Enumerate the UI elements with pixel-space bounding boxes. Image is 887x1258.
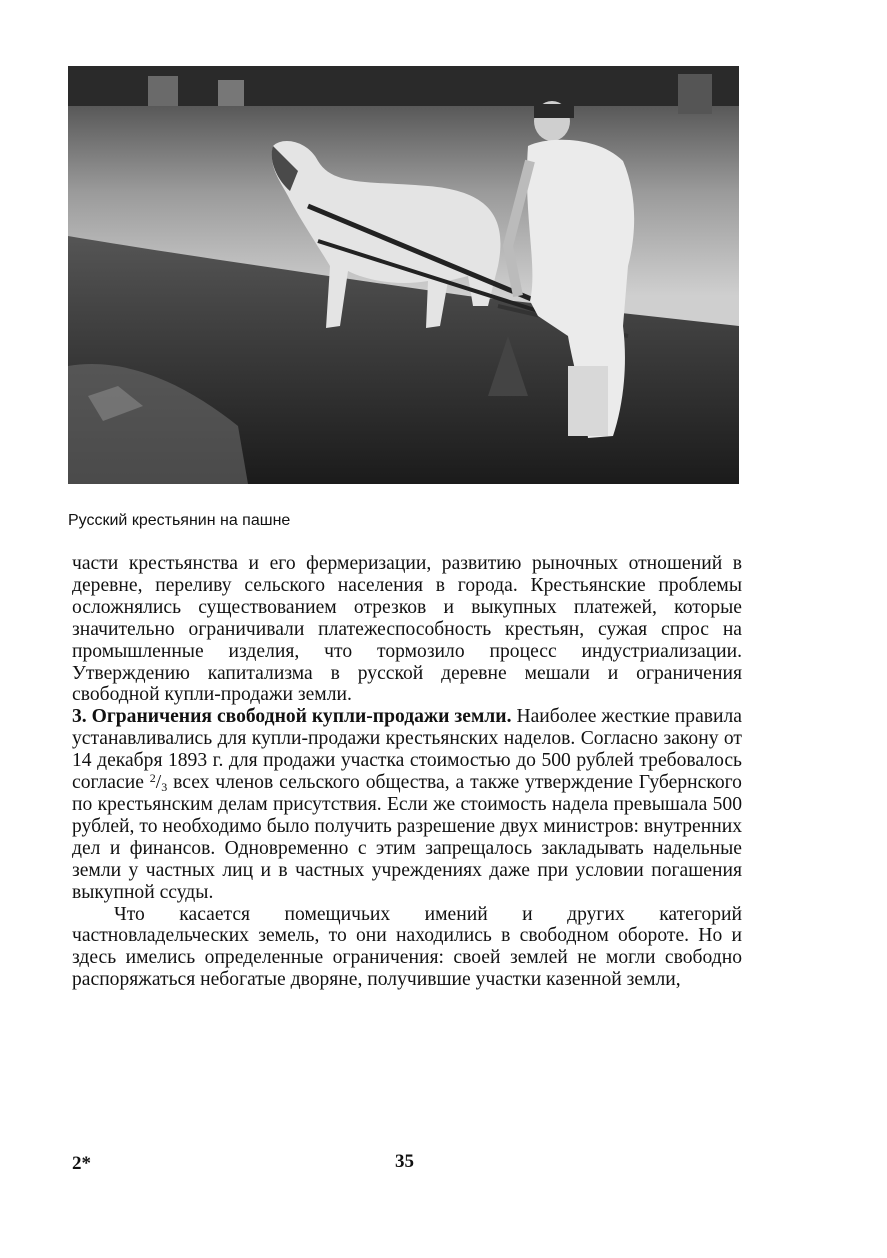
fraction-numerator: 2 bbox=[149, 771, 156, 786]
section-heading: 3. Ограничения свободной купли-продажи земли. bbox=[72, 706, 512, 728]
paragraph-3: Что касается помещичьих имений и других категорий частновладельческих земель, то они находились в свободном обороте. Но и здесь имелись определенные ограничения: своей землей не могли свободно распоряжаться небогатые дворяне, получившие участки казенной земли, bbox=[72, 903, 742, 991]
fraction-denominator: 3 bbox=[161, 780, 168, 795]
body-text bbox=[72, 553, 742, 991]
paragraph-2-part-a: Наиболее жесткие правила устанавливались для купли-продажи крестьянских наделов. Согласно закону от 14 декабря 1893 г. для продажи участка стоимостью до 500 рублей требовалось согласие bbox=[72, 706, 742, 794]
paragraph-1: части крестьянства и его фермеризации, развитию рыночных отношений в деревне, переливу сельского населения в города. Крестьянские проблемы осложнялись существованием отрезков и выкупных платежей, которые значительно ограничивали платежеспособность крестьян, сужая спрос на промышленные изделия, что тормозило процесс индустриализации. Утверждению капитализма в русской деревне мешали и ограничения свободной купли-продажи земли. bbox=[72, 553, 742, 706]
photo-peasant-ploughing-icon bbox=[68, 66, 739, 484]
figure-caption: Русский крестьянин на пашне bbox=[68, 512, 291, 529]
paragraph-2: 3. Ограничения свободной купли-продажи земли. Наиболее жесткие правила устанавливались для купли-продажи крестьянских наделов. Согласно закону от 14 декабря 1893 г. для продажи участка стоимостью до 500 рублей требовалось согласие $^2/_3$ всех членов сельского общества, а также утверждение Губернского по крестьянским делам присутствия. Если же стоимость надела превышала 500 рублей, то необходимо было получить разрешение двух министров: внутренних дел и финансов. Одновременно с этим запрещалось закладывать надельные земли у частных лиц и в частных учреждениях даже при условии погашения выкупной ссуды. bbox=[72, 706, 742, 903]
photo bbox=[68, 66, 739, 484]
signature-mark: 2* bbox=[72, 1153, 91, 1174]
page-number: 35 bbox=[395, 1151, 414, 1172]
paragraph-2-part-b: всех членов сельского общества, а также утверждение Губернского по крестьянским делам присутствия. Если же стоимость надела превышала 500 рублей, то необходимо было получить разрешение двух министров: внутренних дел и финансов. Одновременно с этим запрещалось закладывать надельные земли у частных лиц и в частных учреждениях даже при условии погашения выкупной ссуды. bbox=[72, 772, 742, 903]
